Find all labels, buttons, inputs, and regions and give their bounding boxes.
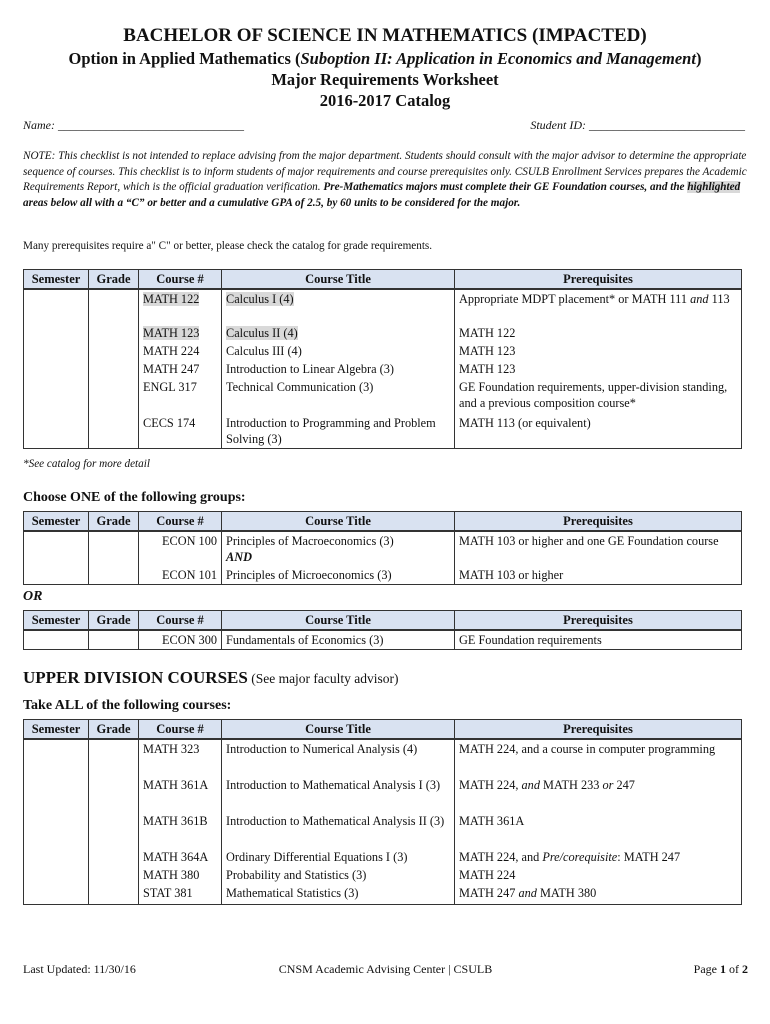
semester-cell[interactable] xyxy=(24,566,89,585)
semester-cell[interactable] xyxy=(24,414,89,449)
grade-cell[interactable] xyxy=(89,324,139,342)
table-row xyxy=(24,531,742,566)
page-number: Page 1 of 2 xyxy=(693,962,748,976)
prerequisites: MATH 224 xyxy=(455,866,742,884)
page-title: BACHELOR OF SCIENCE IN MATHEMATICS (IMPACTED) xyxy=(123,25,647,46)
grade-cell[interactable] xyxy=(89,739,139,776)
table-row xyxy=(24,812,742,848)
semester-cell[interactable] xyxy=(24,884,89,905)
highlighted-word: highlighted xyxy=(687,181,741,193)
prerequisites: MATH 113 (or equivalent) xyxy=(455,414,742,449)
prereq-header: Prerequisites xyxy=(455,270,742,290)
semester-cell[interactable] xyxy=(24,360,89,378)
grade-cell[interactable] xyxy=(89,884,139,905)
course-number: ECON 300 xyxy=(139,630,222,650)
prerequisites: MATH 224, and Pre/corequisite: MATH 247 xyxy=(455,848,742,866)
grade-cell[interactable] xyxy=(89,566,139,585)
course-number: ECON 100 xyxy=(139,531,222,566)
title-header: Course Title xyxy=(222,611,455,631)
prerequisites: MATH 361A xyxy=(455,812,742,848)
course-number: ENGL 317 xyxy=(139,378,222,414)
semester-header: Semester xyxy=(24,270,89,290)
prerequisites: MATH 224, and MATH 233 or 247 xyxy=(455,776,742,812)
econ-group-1-table xyxy=(23,511,742,585)
course-number: MATH 247 xyxy=(139,360,222,378)
course-title: Technical Communication (3) xyxy=(222,378,455,414)
catalog-year: 2016-2017 Catalog xyxy=(319,91,451,110)
table-header xyxy=(24,270,742,290)
course-number: MATH 361A xyxy=(139,776,222,812)
semester-cell[interactable] xyxy=(24,776,89,812)
course-title: Principles of Microeconomics (3) xyxy=(222,566,455,585)
table-row xyxy=(24,360,742,378)
course-title: Probability and Statistics (3) xyxy=(222,866,455,884)
course-header: Course # xyxy=(139,512,222,532)
prereq-header: Prerequisites xyxy=(455,512,742,532)
prereq-header: Prerequisites xyxy=(455,720,742,740)
semester-cell[interactable] xyxy=(24,848,89,866)
course-number: MATH 380 xyxy=(139,866,222,884)
grade-cell[interactable] xyxy=(89,414,139,449)
course-number: MATH 364A xyxy=(139,848,222,866)
course-title: Principles of Macroeconomics (3) AND xyxy=(222,531,455,566)
semester-cell[interactable] xyxy=(24,342,89,360)
semester-cell[interactable] xyxy=(24,739,89,776)
course-number: MATH 361B xyxy=(139,812,222,848)
prerequisites: MATH 247 and MATH 380 xyxy=(455,884,742,905)
course-number: MATH 123 xyxy=(143,326,200,340)
title-header: Course Title xyxy=(222,512,455,532)
grade-cell[interactable] xyxy=(89,630,139,650)
prerequisites: GE Foundation requirements xyxy=(455,630,742,650)
course-title: Introduction to Programming and Problem Solving (3) xyxy=(222,414,455,449)
prerequisites: MATH 103 or higher xyxy=(455,566,742,585)
course-title: Mathematical Statistics (3) xyxy=(222,884,455,905)
table-row xyxy=(24,324,742,342)
title-header: Course Title xyxy=(222,720,455,740)
title-header: Course Title xyxy=(222,270,455,290)
prerequisites: Appropriate MDPT placement* or MATH 111 and 113 xyxy=(455,289,742,324)
last-updated: Last Updated: 11/30/16 xyxy=(23,962,136,976)
semester-cell[interactable] xyxy=(24,630,89,650)
prerequisites: MATH 224, and a course in computer programming xyxy=(455,739,742,776)
semester-cell[interactable] xyxy=(24,378,89,414)
course-header: Course # xyxy=(139,270,222,290)
course-title: Calculus I (4) xyxy=(226,292,294,306)
table-row xyxy=(24,630,742,650)
course-number: MATH 224 xyxy=(139,342,222,360)
course-number: CECS 174 xyxy=(139,414,222,449)
option-title: Option in Applied Mathematics (Suboption II: Application in Economics and Management) xyxy=(68,49,702,68)
student-id-field[interactable]: Student ID: __________________________ xyxy=(530,118,745,132)
grade-cell[interactable] xyxy=(89,866,139,884)
grade-cell[interactable] xyxy=(89,360,139,378)
course-title: Introduction to Mathematical Analysis I (3) xyxy=(222,776,455,812)
upper-division-table xyxy=(23,719,742,905)
name-field[interactable]: Name: _______________________________ xyxy=(23,118,244,132)
upper-division-heading: UPPER DIVISION COURSES (See major faculty advisor) xyxy=(23,668,399,687)
table-row xyxy=(24,289,742,324)
grade-header: Grade xyxy=(89,512,139,532)
prerequisites: MATH 123 xyxy=(455,342,742,360)
course-title: Introduction to Linear Algebra (3) xyxy=(222,360,455,378)
course-title: Fundamentals of Economics (3) xyxy=(222,630,455,650)
semester-header: Semester xyxy=(24,720,89,740)
grade-cell[interactable] xyxy=(89,531,139,566)
grade-header: Grade xyxy=(89,720,139,740)
course-title: Calculus III (4) xyxy=(222,342,455,360)
page-footer xyxy=(23,962,748,977)
course-title: Introduction to Numerical Analysis (4) xyxy=(222,739,455,776)
prerequisites: MATH 122 xyxy=(455,324,742,342)
grade-cell[interactable] xyxy=(89,812,139,848)
semester-cell[interactable] xyxy=(24,812,89,848)
prerequisites: MATH 103 or higher and one GE Foundation course xyxy=(455,531,742,566)
grade-cell[interactable] xyxy=(89,342,139,360)
advising-note: NOTE: This checklist is not intended to replace advising from the major department. Students should consult with the major advisor to determine the appropriate sequence of courses. This checklist is to inform students of major requirements and course prerequisites only. CSULB Enrollment Services prepares the Academic Requirements Report, which is the official graduation verification. Pre-Mathematics majors must complete their GE Foundation courses, and the highlighted areas below all with a “C” or better and a cumulative GPA of 2.5, by 60 units to be considered for the major. xyxy=(23,150,747,209)
footer-center: CNSM Academic Advising Center | CSULB xyxy=(278,962,493,976)
prerequisites: MATH 123 xyxy=(455,360,742,378)
table-row xyxy=(24,848,742,866)
table-row xyxy=(24,566,742,585)
course-title: Ordinary Differential Equations I (3) xyxy=(222,848,455,866)
course-number: MATH 323 xyxy=(139,739,222,776)
choose-heading: Choose ONE of the following groups: xyxy=(23,490,246,505)
econ-group-2-table xyxy=(23,610,742,650)
course-header: Course # xyxy=(139,611,222,631)
prerequisites: GE Foundation requirements, upper-division standing, and a previous composition course* xyxy=(455,378,742,414)
table-header xyxy=(24,611,742,631)
worksheet-title: Major Requirements Worksheet xyxy=(271,70,499,89)
lower-division-table xyxy=(23,269,742,449)
take-all-heading: Take ALL of the following courses: xyxy=(23,698,232,713)
grade-header: Grade xyxy=(89,270,139,290)
course-number: MATH 122 xyxy=(143,292,200,306)
grade-cell[interactable] xyxy=(89,289,139,324)
course-title: Calculus II (4) xyxy=(226,326,298,340)
table-row xyxy=(24,776,742,812)
footnote: *See catalog for more detail xyxy=(23,458,150,470)
semester-cell[interactable] xyxy=(24,531,89,566)
table-header xyxy=(24,512,742,532)
table-row xyxy=(24,739,742,776)
course-header: Course # xyxy=(139,720,222,740)
semester-header: Semester xyxy=(24,512,89,532)
student-info-row xyxy=(23,118,745,133)
prereq-header: Prerequisites xyxy=(455,611,742,631)
course-number: ECON 101 xyxy=(139,566,222,585)
table-row xyxy=(24,866,742,884)
table-row xyxy=(24,414,742,449)
table-row xyxy=(24,378,742,414)
table-row xyxy=(24,884,742,905)
table-row xyxy=(24,342,742,360)
table-header xyxy=(24,720,742,740)
semester-cell[interactable] xyxy=(24,324,89,342)
grade-cell[interactable] xyxy=(89,848,139,866)
course-number: STAT 381 xyxy=(139,884,222,905)
prerequisite-note: Many prerequisites require a" C" or better, please check the catalog for grade requirements. xyxy=(23,240,433,252)
or-label: OR xyxy=(23,589,43,604)
grade-header: Grade xyxy=(89,611,139,631)
grade-cell[interactable] xyxy=(89,776,139,812)
course-title: Introduction to Mathematical Analysis II (3) xyxy=(222,812,455,848)
and-connector: AND xyxy=(226,550,252,564)
semester-header: Semester xyxy=(24,611,89,631)
grade-cell[interactable] xyxy=(89,378,139,414)
semester-cell[interactable] xyxy=(24,866,89,884)
semester-cell[interactable] xyxy=(24,289,89,324)
